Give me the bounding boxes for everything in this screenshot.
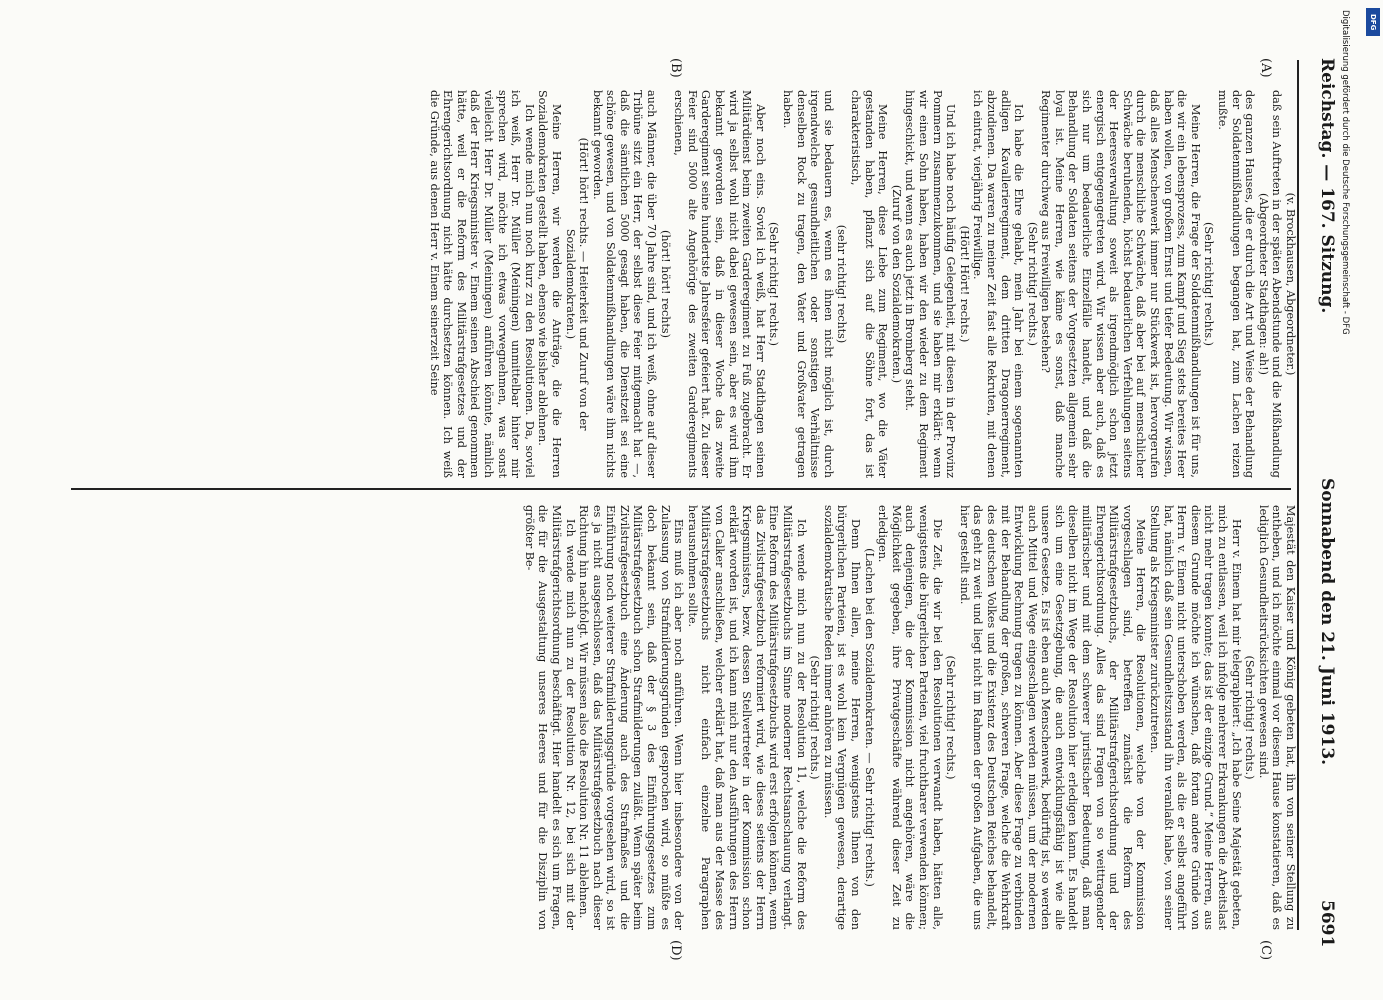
interjection: (Sehr richtig! rechts.)	[767, 221, 781, 347]
interjection: (Sehr richtig! rechts.)	[1243, 655, 1257, 780]
digitization-credit: Digitalisierung gefördert durch die Deutsche Forschungsgemeinschaft - DFG	[1340, 10, 1350, 335]
interjection: (Sehr richtig! rechts.)	[1202, 221, 1216, 347]
paragraph: Ich habe die Ehre gehabt, mein Jahr bei einem sogenannten adligen Kavallerieregiment, dem dritten Dragonerregiment, abzudienen. Da waren zu meiner Zeit fast alle Rekruten, mit denen ich eintrat, vierjährig Freiwillige.	[971, 90, 1026, 478]
interjection: (Hört! hört! rechts. — Heiterkeit und Zuruf von der Sozialdemokraten.)	[563, 137, 591, 431]
paragraph: Die Zeit, die wir bei den Resolutionen verwandt haben, hätten alle, wenigstens die bürgerlichen Parteien, viel fruchtbarer verwenden können; auch denjenigen, die der Kommission nicht angehören, wäre die Möglichkeit gegeben, ihre Privatgeschäfte während dieser Zeit zu erledigen.	[876, 505, 944, 930]
interjection: (Sehr richtig! rechts.)	[944, 655, 958, 780]
paragraph: auch Männer, die über 70 Jahre sind, und ich weiß, ohne auf dieser Tribüne sitzt ein Herr, der selbst diese Feier mitgemacht hat —, daß die sämtlichen 5000 gesagt haben, die Dienstzeit sei eine schöne gewesen, und von Soldatenmißhandlungen wäre ihm nichts bekannt geworden.	[590, 90, 659, 478]
interjection: (v. Brockhausen, Abgeordneter.)	[1284, 192, 1297, 376]
paragraph: Und ich habe noch häufig Gelegenheit, mit diesen in der Provinz Pommern zusammenzukommen, und sie haben mir erklärt: wenn wir einen Sohn haben, haben wir den wieder zu dem Regiment hingeschickt, und wenn es auch jetzt in Bromberg steht.	[903, 90, 958, 478]
header-rule	[1297, 60, 1299, 930]
paragraph: des ganzen Hauses, die er durch die Art und Weise der Behandlung der Soldatenmißhandlungen begangen hat, zum Lachen reizen mußte.	[1216, 90, 1257, 478]
paragraph: und sie bedauern es, wenn es ihnen nicht möglich ist, durch irgendwelche gesundheitlichen oder sonstigen Verhältnisse denselben Rock zu tragen, den Vater und Großvater getragen haben.	[781, 90, 835, 478]
margin-mark-b: (B)	[668, 58, 683, 78]
running-header	[1307, 58, 1343, 946]
paragraph: Ich wende mich nun noch kurz zu den Resolutionen. Da, soviel ich weiß, Herr Dr. Müller (Meiningen) unmittelbar hinter mir sprechen wird, möchte ich etwas vorwegnehmen, was sonst vielleicht Herr Dr. Müller (Meiningen) anführen könnte, nämlich daß der Herr Kriegsminister v. Einem seinen Abschied genommen hätte, weil er die Reform des Militärstrafgesetzes und der Ehrengerichtsordnung nicht hätte durchsetzen können. Ich weiß die Gründe, aus denen Herr v. Einem seinerzeit Seine	[427, 90, 536, 478]
paragraph: Meine Herren, diese Liebe zum Regiment, wo die Väter gestanden haben, pflanzt sich auf die Söhne fort, das ist charakteristisch,	[849, 90, 890, 478]
column-divider	[71, 488, 1291, 490]
paragraph: Denn Ihnen allen, meine Herren, wenigstens Ihnen von den bürgerlichen Parteien, ist es wohl kein Vergnügen gewesen, derartige sozialdemokratische Reden immer anhören zu müssen.	[821, 505, 862, 930]
interjection: (hört! hört! rechts)	[658, 229, 672, 339]
interjection: (Zuruf von den Sozialdemokraten.)	[889, 184, 903, 384]
margin-mark-d: (D)	[668, 940, 683, 961]
page-number: 5691	[1317, 900, 1337, 948]
right-text-column	[62, 505, 1297, 930]
paragraph: Majestät den Kaiser und König gebeten hat, ihn von seiner Stellung zu entheben, und ich möchte einmal vor diesem Hause konstatieren, daß es lediglich Gesundheitsrücksichten gewesen sind.	[1256, 505, 1297, 930]
paragraph: Meine Herren, die Frage der Soldatenmißhandlungen ist für uns, die wir ein lebensprozess, zum Kampf und Sieg stets bereites Heer haben wollen, von großem Ernst und tiefer Bedeutung. Wir wissen, daß alles Menschenwerk immer nur Stückwerk ist, hervorgerufen durch die menschliche Schwäche, daß aber bei auf menschlicher Schwäche beruhenden, höchst bedauerlichen Verfehlungen seitens der Heeresverwaltung soweit als irgendmöglich schon jetzt energisch entgegengetreten wird. Wir wissen aber auch, daß es sich nur um bedauerliche Einzelfälle handelt, und daß die Behandlung der Soldaten seitens der Vorgesetzten allgemein sehr loyal ist. Meine Herren, wie käme es sonst, daß manche Regimenter durchweg aus Freiwilligen bestehen?	[1039, 90, 1202, 478]
paragraph: Aber noch eins. Soviel ich weiß, hat Herr Stadthagen seinen Militärdienst beim zweiten Garderegiment zu Fuß zugebracht. Er wird ja selbst wohl nicht dabei gewesen sein, aber es wird ihm bekannt geworden sein, daß in dieser Woche das zweite Garderegiment seine hundertste Jahresfeier gefeiert hat. Zu dieser Feier sind 5000 alte Angehörige des zweiten Garderegiments erschienen,	[672, 90, 767, 478]
header-date: Sonnabend den 21. Juni 1913.	[1317, 478, 1337, 766]
paragraph: Ich wende mich nun zu der Resolution 11, welche die Reform des Militärstrafgesetzbuchs im Sinne moderner Rechtsanschauung verlangt. Eine Reform des Militärstrafgesetzbuchs wird erst erfolgen können, wenn das Zivilstrafgesetzbuch reformiert wird, wie dieses seitens der Herrn Kriegsministers, bezw. dessen Stellvertreter in der Kommission schon erklärt worden ist, und ich kann mich nur den Ausführungen des Herrn von Calker anschließen, welcher erklärt hat, daß man aus der Masse des Militärstrafgesetzbuchs nicht einfach einzelne Paragraphen herausnehmen sollte.	[685, 505, 808, 930]
left-text-column	[62, 90, 1297, 478]
paragraph: Meine Herren, wir werden die Anträge, die die Herren Sozialdemokraten gestellt haben, ebenso wie bisher ablehnen.	[536, 90, 563, 478]
interjection: (sehr richtig! rechts)	[835, 224, 849, 344]
interjection: (Sehr richtig! rechts.)	[808, 655, 822, 780]
margin-mark-a: (A)	[1258, 58, 1273, 78]
paragraph: daß sein Auftreten in der späten Abendstunde und die Mißhandlung	[1270, 90, 1284, 478]
paragraph: Herr v. Einem hat mir telegraphiert: „Ich habe Seine Majestät gebeten, mich zu entlassen, weil ich infolge mehrerer Erkrankungen die Arbeitslast nicht mehr tragen konnte; das ist der einzige Grund.“ Meine Herren, aus diesem Grunde möchte ich wünschen, daß fortan andere Gründe von Herrn v. Einem nicht unterschoben werden, als die er selbst angeführt hat, nämlich daß sein Gesundheitszustand ihn veranlaßt habe, von seiner Stellung als Kriegsminister zurückzutreten.	[1148, 505, 1243, 930]
paragraph: Eins muß ich aber noch anführen. Wenn hier insbesondere von der Zulassung von Strafmilderungsgründen gesprochen wird, so müßte es doch bekannt sein, daß der § 3 des Einführungsgesetzes zum Militärstrafgesetzbuch schon Strafmilderungen zuläßt. Wenn später beim Zivilstrafgesetzbuch eine Änderung auch des Strafmaßes und die Einführung noch weiterer Strafmilderungsgründe vorgesehen wird, so ist es ja nicht ausgeschlossen, daß das Militärstrafgesetzbuch nach dieser Richtung hin nachfolgt. Wir müssen also die Resolution Nr. 11 ablehnen.	[577, 505, 686, 930]
margin-mark-c: (C)	[1258, 940, 1273, 961]
dfg-logo: DFG	[1366, 8, 1380, 36]
interjection: (Lachen bei den Sozialdemokraten. — Sehr richtig! rechts.)	[862, 548, 876, 887]
paragraph: Meine Herren, die Resolutionen, welche von der Kommission vorgeschlagen sind, betreffen zunächst die Reform des Militärstrafgesetzbuchs, der Militärstrafgerichtsordnung und der Ehrengerichtsordnung. Alles das sind Fragen von so weittragender militärischer und mit dem schwerer juristischer Bedeutung, daß man dieselben nicht im Wege der Resolution hier erledigen kann. Es handelt sich um eine Gesetzgebung, die auch entwicklungsfähig ist wie alle unsere Gesetze. Es ist eben auch Menschenwerk, bedürftig ist, so werden auch Mittel und Wege eingeschlagen werden müssen, um der modernen Entwicklung Rechnung tragen zu können. Aber diese Frage zu verbinden mit der Behandlung der großen, schweren Frage, welche die Wehrkraft des deutschen Volkes und die Existenz des Deutschen Reiches behandelt, das geht zu weit und liegt nicht im Rahmen der großen Aufgaben, die uns hier gestellt sind.	[957, 505, 1148, 930]
interjection: (Abgeordneter Stadthagen: ah!)	[1256, 193, 1270, 375]
paragraph: Ich wende mich nun zu der Resolution Nr. 12, bei sich mit der Militärstrafgerichtsordnung beschäftigt. Hier handelt es sich um Fragen, die für die Ausgestaltung unseres Heeres und für die Disziplin von größter Be-	[522, 505, 577, 930]
interjection: (Hört! Hört! rechts.)	[957, 225, 971, 343]
header-left: Reichstag. — 167. Sitzung.	[1317, 58, 1337, 314]
interjection: (Sehr richtig! rechts.)	[1025, 221, 1039, 347]
